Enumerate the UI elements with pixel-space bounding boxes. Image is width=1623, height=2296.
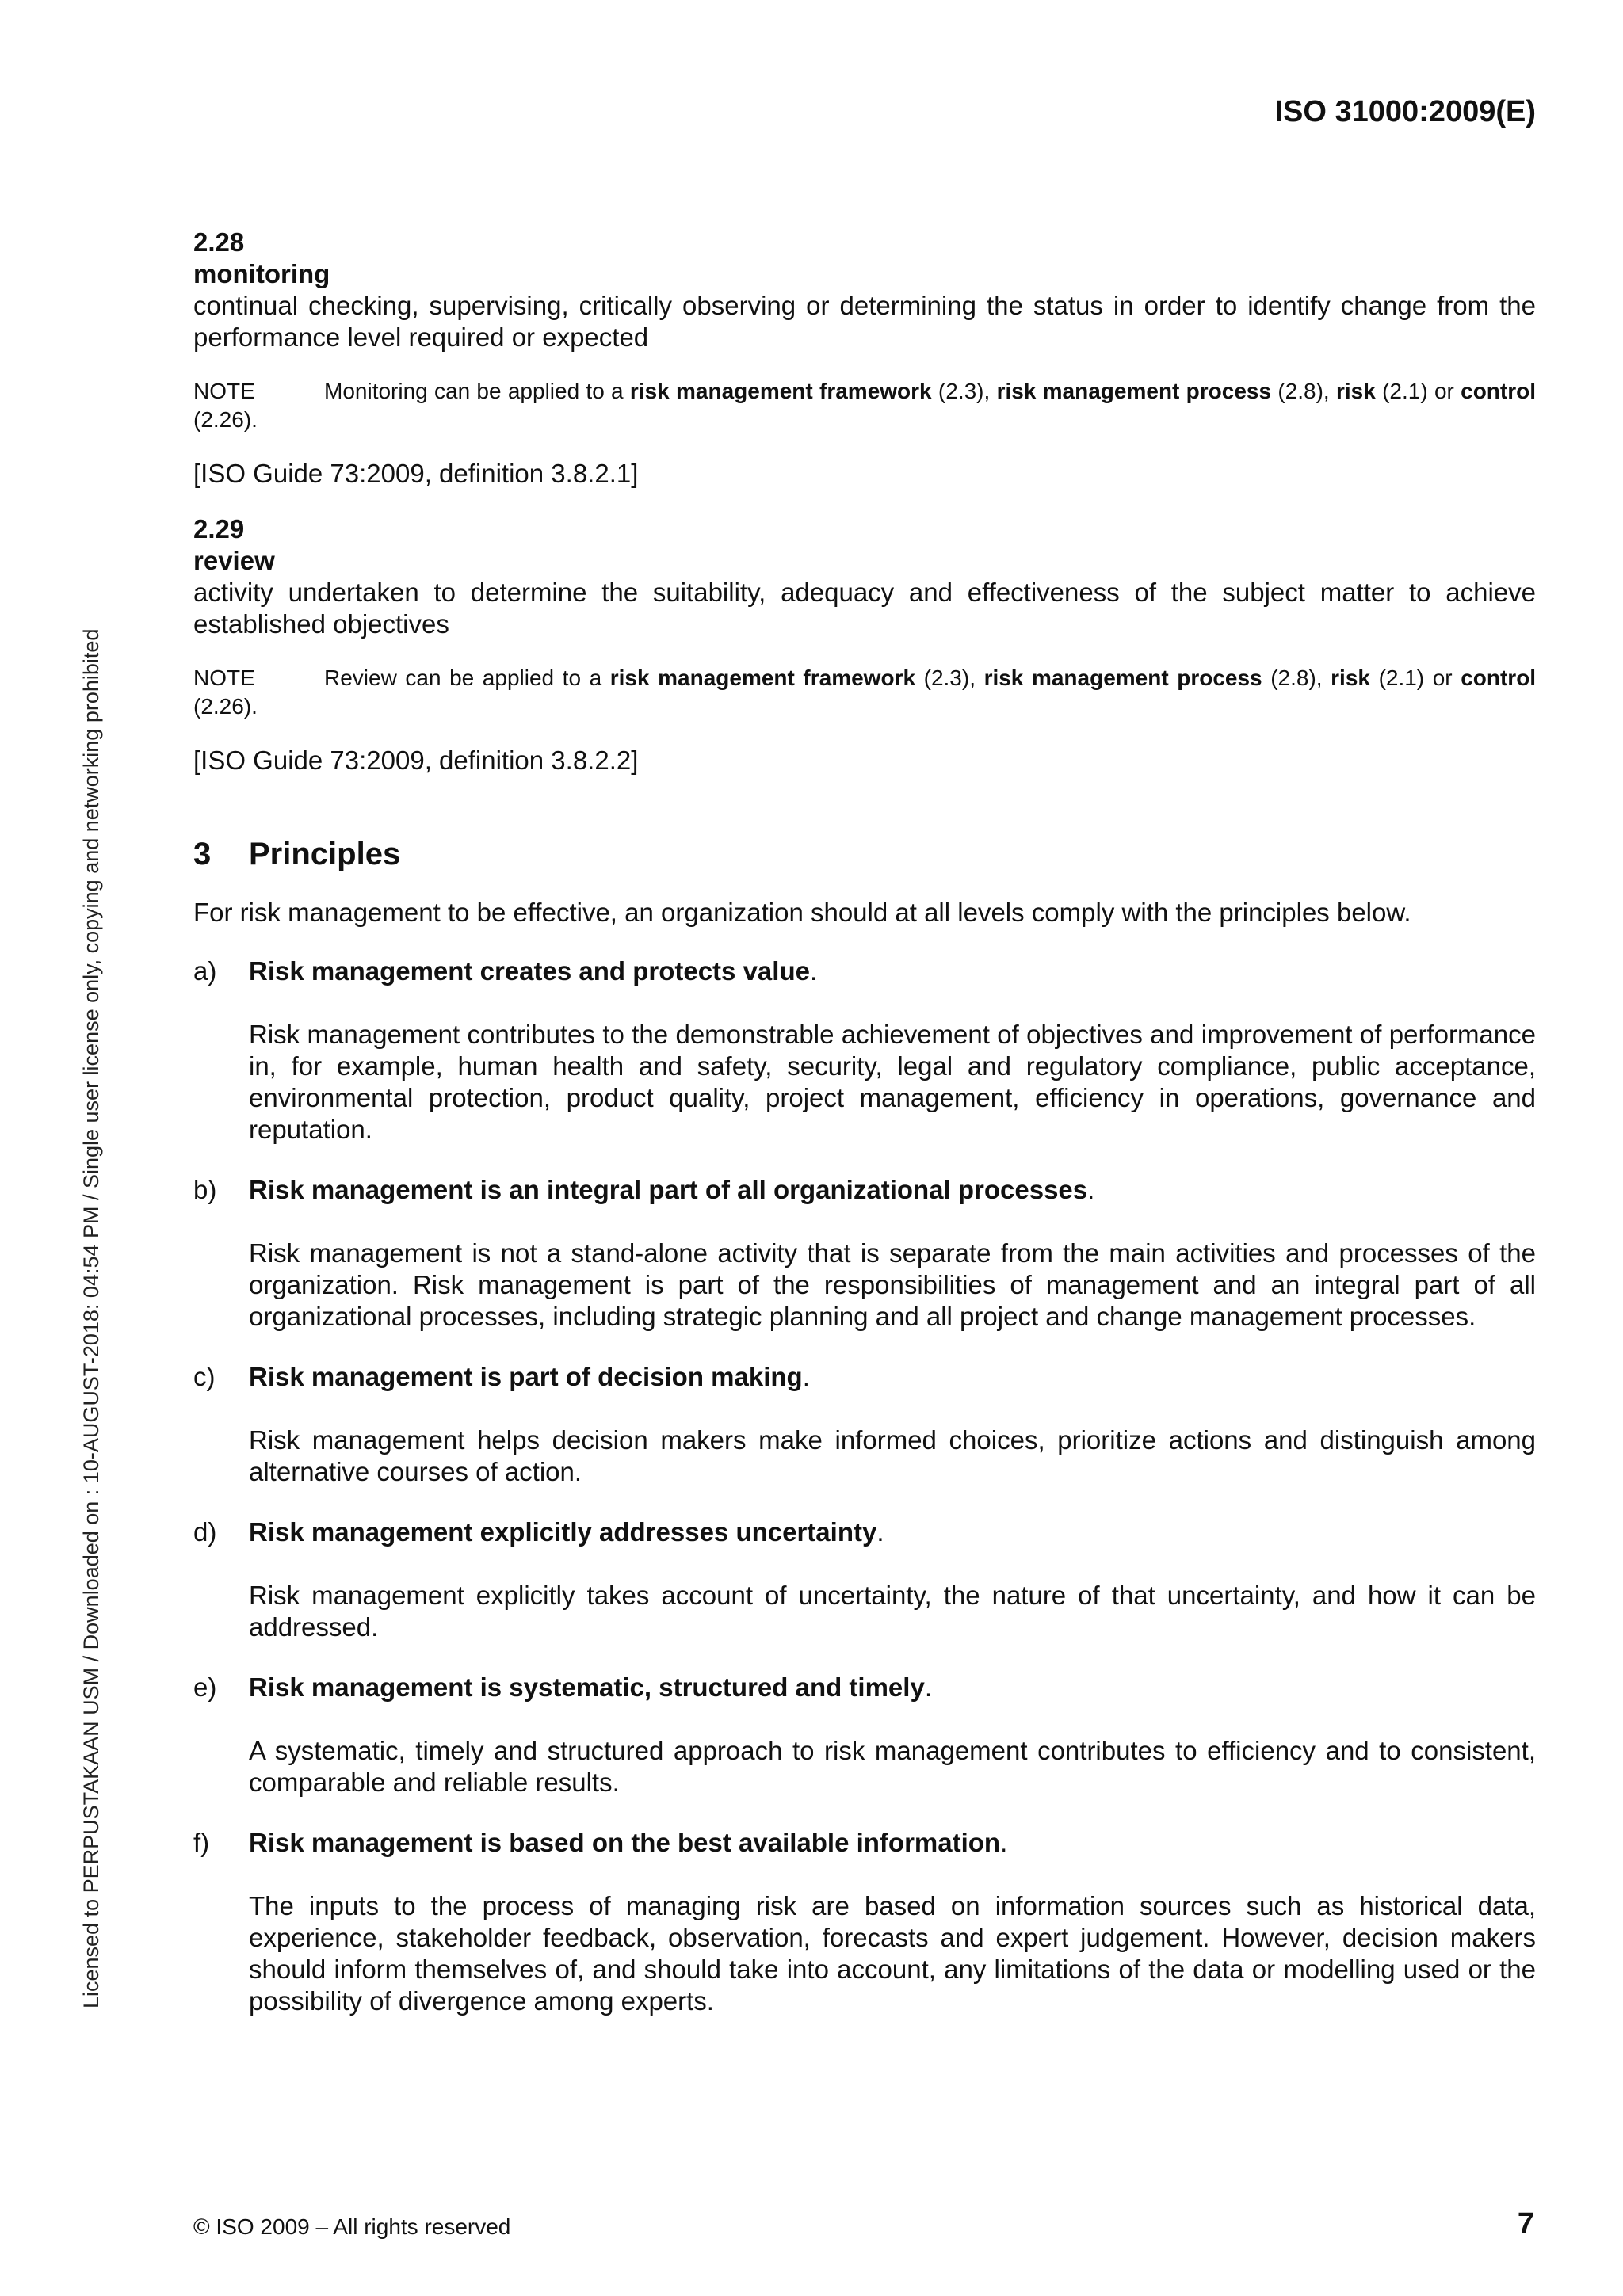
principle-item [193,1174,1536,1333]
note-label: NOTE [193,379,255,403]
term-entry-review [193,513,1536,776]
note-term-reference: control [1461,379,1537,403]
principle-heading: b) Risk management is an integral part of all organizational processes. [193,1175,1095,1204]
term-number: 2.29 [193,514,245,543]
note-term-reference: risk management framework [609,666,916,690]
term-note [193,377,1536,434]
term-source: [ISO Guide 73:2009, definition 3.8.2.1] [193,459,639,488]
principle-title: Risk management creates and protects value [249,956,810,986]
principle-item [193,955,1536,1146]
principle-title: Risk management is an integral part of all organizational processes [249,1175,1088,1204]
term-name: monitoring [193,259,330,288]
principle-item [193,1672,1536,1798]
note-term-reference: risk management framework [629,379,932,403]
principle-title: Risk management is part of decision making [249,1362,803,1391]
term-definition: activity undertaken to determine the suitability, adequacy and effectiveness of the subject matter to achieve established objectives [193,578,1536,639]
term-entry-monitoring [193,227,1536,490]
principle-heading: e) Risk management is systematic, structured and timely. [193,1672,932,1702]
principle-item [193,1827,1536,2017]
note-text: (2.3), [923,666,976,690]
clause-intro: For risk management to be effective, an organization should at all levels comply with the principles below. [193,898,1411,927]
principle-title: Risk management is systematic, structured and timely [249,1672,925,1702]
principle-text: Risk management is not a stand-alone activity that is separate from the main activities and processes of the organization. Risk management is part of the responsibilities of management and an integral part of all organizational processes, including strategic planning and all project and change management processes. [249,1238,1536,1331]
note-text: (2.1) or [1378,666,1453,690]
principle-letter: f) [193,1828,210,1857]
page-content [193,227,1536,2046]
note-term-reference: risk management process [996,379,1272,403]
term-source: [ISO Guide 73:2009, definition 3.8.2.2] [193,746,639,775]
term-number: 2.28 [193,227,245,257]
footer-copyright: © ISO 2009 – All rights reserved [193,2214,511,2239]
principle-text: The inputs to the process of managing risk are based on information sources such as historical data, experience, stakeholder feedback, observation, forecasts and expert judgement. However, decision makers should inform themselves of, and should take into account, any limitations of the data or modelling used or the possibility of divergence among experts. [249,1891,1536,2016]
note-term-reference: risk [1335,379,1376,403]
note-term-reference: risk [1331,666,1370,690]
note-term-reference: risk management process [983,666,1262,690]
note-text: (2.1) or [1382,379,1454,403]
note-text: Monitoring can be applied to a [324,379,624,403]
clause-title: Principles [249,837,401,871]
note-text: (2.8), [1277,379,1330,403]
principle-text: Risk management contributes to the demonstrable achievement of objectives and improvement of performance in, for example, human health and safety, security, legal and regulatory compliance, public acceptance, environmental protection, product quality, project management, efficiency in operations, governance and reputation. [249,1020,1536,1144]
principle-text: Risk management explicitly takes account of uncertainty, the nature of that uncertainty, and how it can be addressed. [249,1581,1536,1642]
license-watermark: Licensed to PERPUSTAKAAN USM / Downloaded on : 10-AUGUST-2018: 04:54 PM / Single user license only, copying and networking prohibited [79,628,103,2008]
principle-item [193,1516,1536,1643]
document-id-header: ISO 31000:2009(E) [1274,95,1536,128]
principle-letter: c) [193,1362,216,1391]
note-term-reference: control [1461,666,1537,690]
principle-heading: d) Risk management explicitly addresses uncertainty. [193,1517,884,1547]
principle-letter: d) [193,1517,217,1547]
term-note [193,664,1536,721]
note-text: (2.8), [1270,666,1323,690]
principle-heading: c) Risk management is part of decision making. [193,1362,810,1391]
clause-number: 3 [193,837,212,871]
note-text: Review can be applied to a [324,666,602,690]
note-text: (2.26). [193,694,258,719]
note-label: NOTE [193,666,255,690]
principle-title: Risk management is based on the best available information [249,1828,1001,1857]
note-text: (2.3), [938,379,991,403]
principle-title: Risk management explicitly addresses uncertainty [249,1517,877,1547]
term-definition: continual checking, supervising, critically observing or determining the status in order to identify change from the performance level required or expected [193,291,1536,352]
principle-letter: b) [193,1175,217,1204]
clause-heading [193,838,1536,870]
note-text: (2.26). [193,407,258,432]
principle-text: Risk management helps decision makers make informed choices, prioritize actions and distinguish among alternative courses of action. [249,1425,1536,1486]
principle-letter: e) [193,1672,217,1702]
term-name: review [193,546,275,575]
principle-item [193,1361,1536,1488]
principle-heading: f) Risk management is based on the best available information. [193,1828,1008,1857]
principle-letter: a) [193,956,217,986]
principle-heading: a) Risk management creates and protects value. [193,956,818,986]
principle-text: A systematic, timely and structured approach to risk management contributes to efficiency and to consistent, comparable and reliable results. [249,1736,1536,1797]
page-number: 7 [1517,2207,1534,2241]
